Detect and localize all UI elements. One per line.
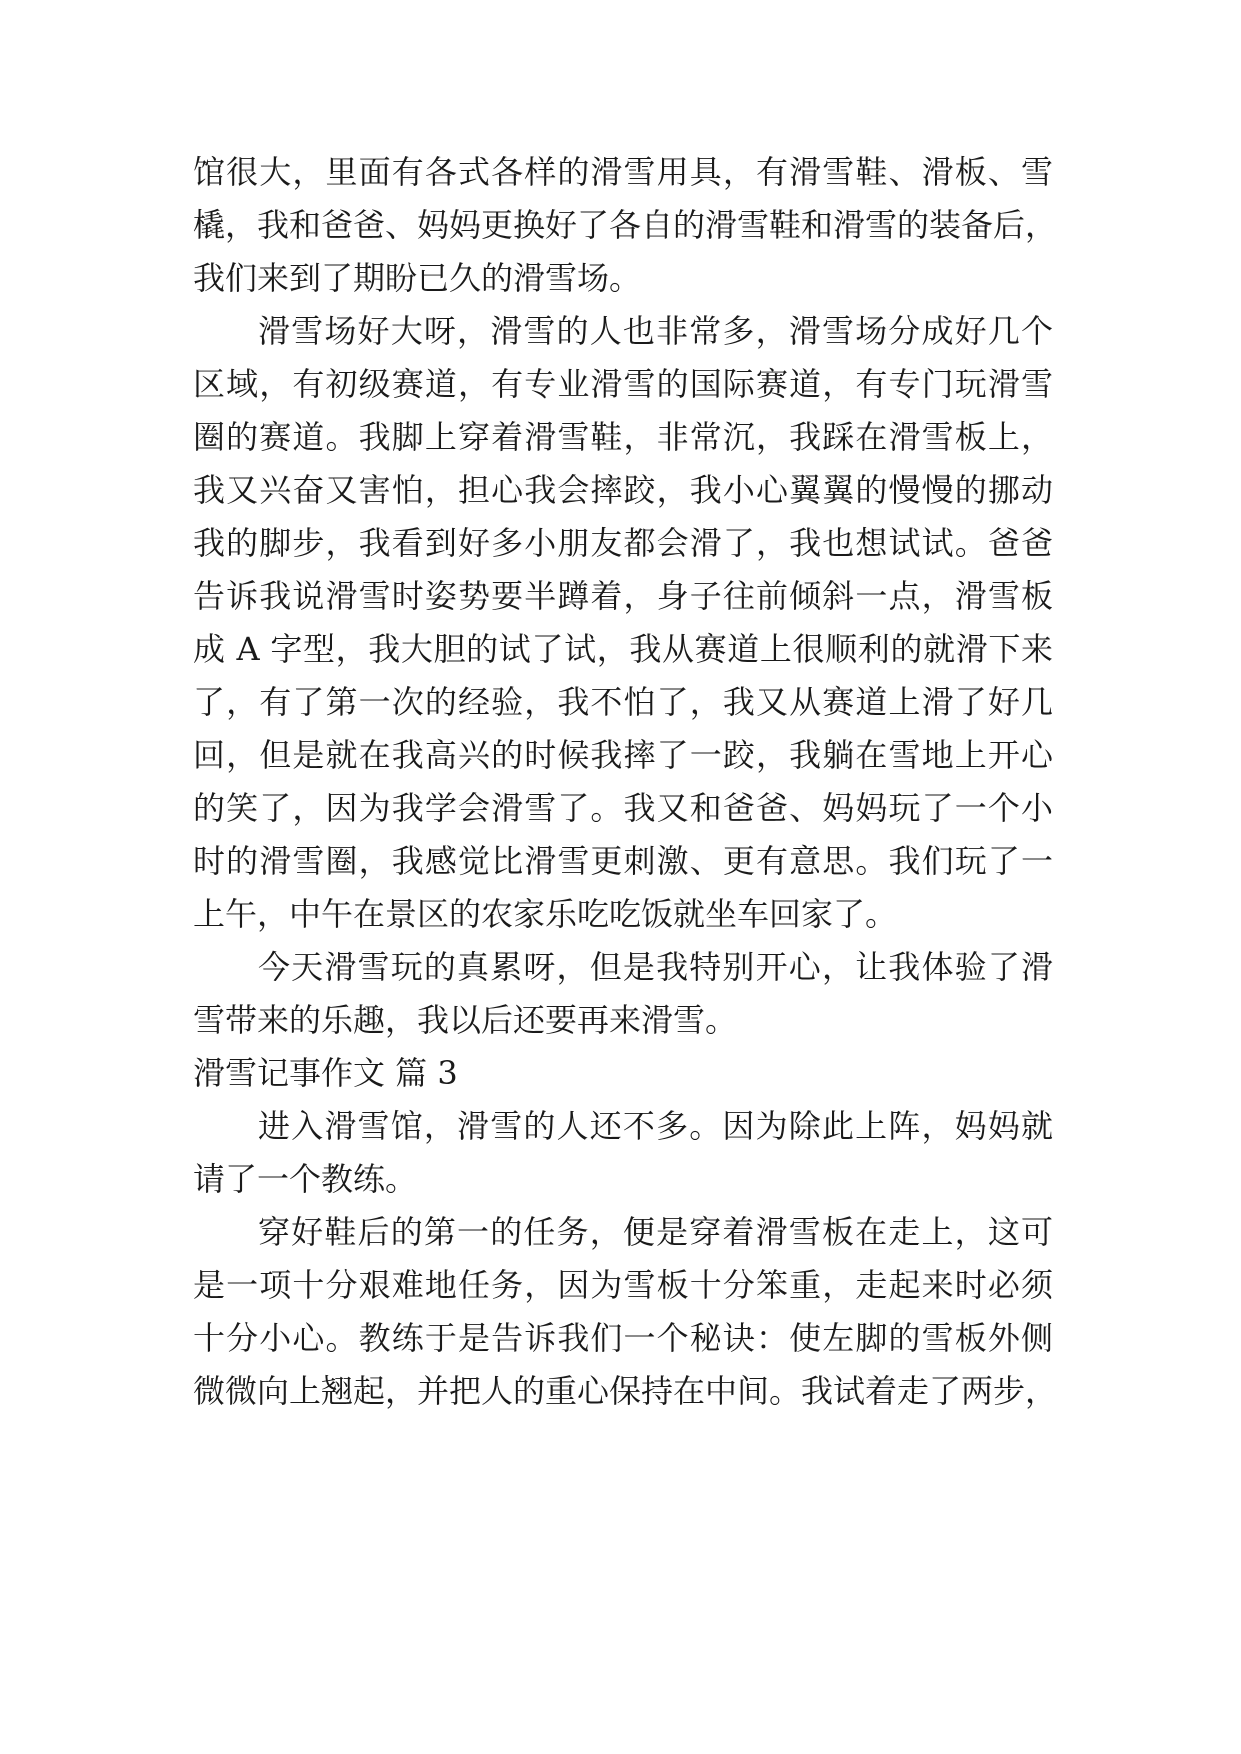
text-line: 微微向上翘起，并把人的重心保持在中间。我试着走了两步， <box>193 1372 1058 1410</box>
section-heading: 滑雪记事作文 篇 3 <box>193 1054 458 1092</box>
text-line: 今天滑雪玩的真累呀，但是我特别开心，让我体验了滑 <box>258 948 1053 986</box>
text-line: 告诉我说滑雪时姿势要半蹲着，身子往前倾斜一点，滑雪板 <box>193 577 1053 615</box>
text-line: 滑雪场好大呀，滑雪的人也非常多，滑雪场分成好几个 <box>258 312 1053 350</box>
text-line: 我又兴奋又害怕，担心我会摔跤，我小心翼翼的慢慢的挪动 <box>193 471 1053 509</box>
text-line: 时的滑雪圈，我感觉比滑雪更刺激、更有意思。我们玩了一 <box>193 842 1053 880</box>
text-line: 成 A 字型，我大胆的试了试，我从赛道上很顺利的就滑下来 <box>193 630 1053 668</box>
text-line: 雪带来的乐趣，我以后还要再来滑雪。 <box>193 1001 738 1039</box>
text-line: 我们来到了期盼已久的滑雪场。 <box>193 259 642 297</box>
text-line: 穿好鞋后的第一的任务，便是穿着滑雪板在走上，这可 <box>258 1213 1053 1251</box>
text-line: 回，但是就在我高兴的时候我摔了一跤，我躺在雪地上开心 <box>193 736 1053 774</box>
text-line: 馆很大，里面有各式各样的滑雪用具，有滑雪鞋、滑板、雪 <box>193 153 1053 191</box>
text-line: 请了一个教练。 <box>193 1160 418 1198</box>
text-line: 区域，有初级赛道，有专业滑雪的国际赛道，有专门玩滑雪 <box>193 365 1053 403</box>
text-line: 十分小心。教练于是告诉我们一个秘诀：使左脚的雪板外侧 <box>193 1319 1053 1357</box>
text-line: 橇，我和爸爸、妈妈更换好了各自的滑雪鞋和滑雪的装备后， <box>193 206 1058 244</box>
text-line: 圈的赛道。我脚上穿着滑雪鞋，非常沉，我踩在滑雪板上， <box>193 418 1053 456</box>
text-line: 我的脚步，我看到好多小朋友都会滑了，我也想试试。爸爸 <box>193 524 1053 562</box>
text-line: 上午，中午在景区的农家乐吃吃饭就坐车回家了。 <box>193 895 898 933</box>
text-line: 进入滑雪馆，滑雪的人还不多。因为除此上阵，妈妈就 <box>258 1107 1053 1145</box>
text-line: 是一项十分艰难地任务，因为雪板十分笨重，走起来时必须 <box>193 1266 1053 1304</box>
text-line: 了，有了第一次的经验，我不怕了，我又从赛道上滑了好几 <box>193 683 1053 721</box>
text-line: 的笑了，因为我学会滑雪了。我又和爸爸、妈妈玩了一个小 <box>193 789 1053 827</box>
